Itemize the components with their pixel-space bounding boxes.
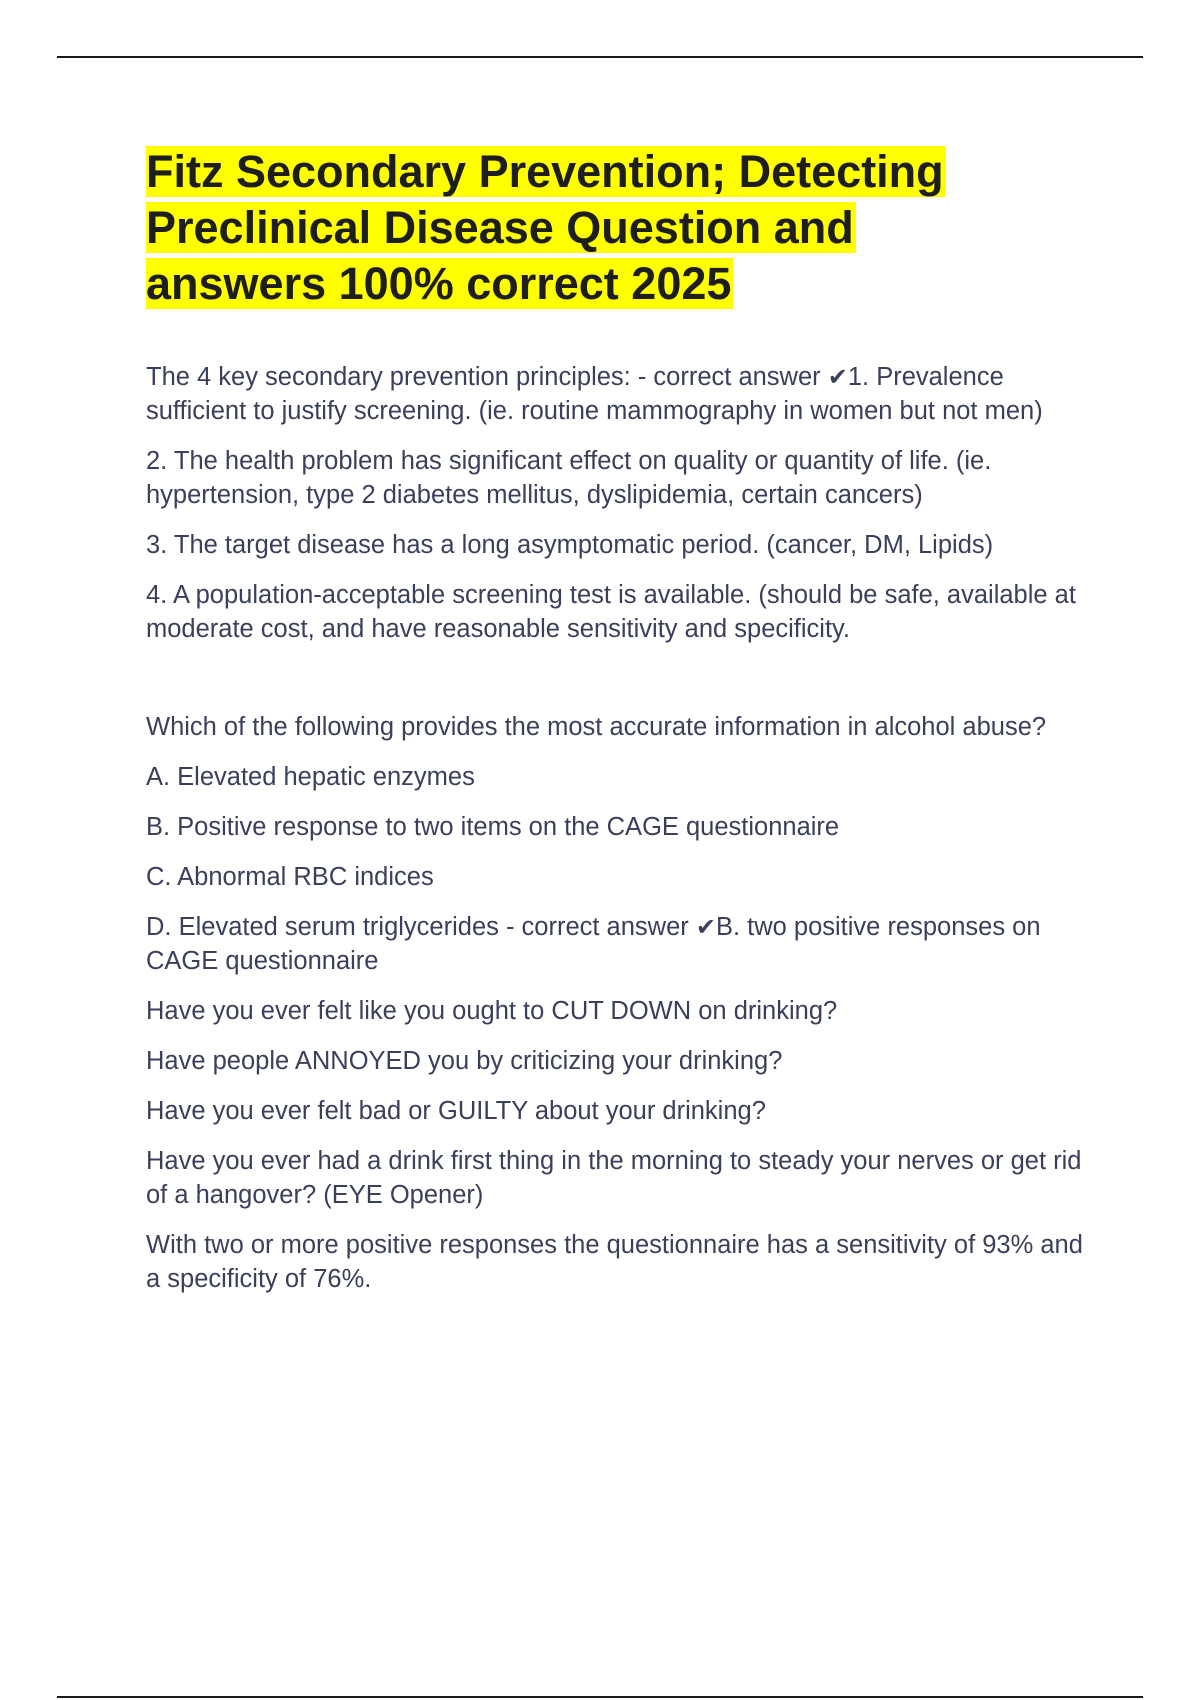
checkmark-icon: ✔	[695, 913, 716, 941]
q2-option-c: C. Abnormal RBC indices	[146, 863, 434, 891]
q2-question: Which of the following provides the most accurate information in alcohol abuse?	[146, 713, 1047, 741]
title-highlight: Fitz Secondary Prevention; Detecting Preclinical Disease Question and answers 100% correct 2025	[146, 146, 944, 309]
cage-summary: With two or more positive responses the questionnaire has a sensitivity of 93% and a specificity of 76%.	[146, 1231, 1083, 1293]
cage-item-annoyed: Have people ANNOYED you by criticizing your drinking?	[146, 1047, 783, 1075]
q2-option-b: B. Positive response to two items on the CAGE questionnaire	[146, 813, 840, 841]
checkmark-icon: ✔	[827, 363, 848, 391]
q1-point-4: 4. A population-acceptable screening test is available. (should be safe, available at moderate cost, and have reasonable sensitivity and specificity.	[146, 581, 1076, 643]
q1-prompt: The 4 key secondary prevention principles: - correct answer	[146, 363, 828, 391]
section-spacer	[146, 662, 1086, 710]
bottom-rule	[57, 1696, 1143, 1698]
document-body	[146, 360, 1086, 1312]
document-title	[146, 144, 1046, 312]
q2-answer: B. two positive responses on CAGE questionnaire	[146, 913, 1041, 975]
q1-answer-start: 1. Prevalence sufficient to justify screening. (ie. routine mammography in women but not men)	[146, 363, 1043, 425]
cage-item-cut-down: Have you ever felt like you ought to CUT DOWN on drinking?	[146, 997, 838, 1025]
top-rule	[57, 56, 1143, 58]
q1-prompt-paragraph	[146, 360, 1086, 428]
cage-item-guilty: Have you ever felt bad or GUILTY about your drinking?	[146, 1097, 766, 1125]
q2-option-d-paragraph	[146, 910, 1086, 978]
q2-option-a: A. Elevated hepatic enzymes	[146, 763, 475, 791]
q2-option-d: D. Elevated serum triglycerides - correct answer	[146, 913, 696, 941]
q1-point-2: 2. The health problem has significant effect on quality or quantity of life. (ie. hypertension, type 2 diabetes mellitus, dyslipidemia, certain cancers)	[146, 447, 992, 509]
cage-item-eye-opener: Have you ever had a drink first thing in the morning to steady your nerves or get rid of a hangover? (EYE Opener)	[146, 1147, 1082, 1209]
q1-point-3: 3. The target disease has a long asymptomatic period. (cancer, DM, Lipids)	[146, 531, 994, 559]
